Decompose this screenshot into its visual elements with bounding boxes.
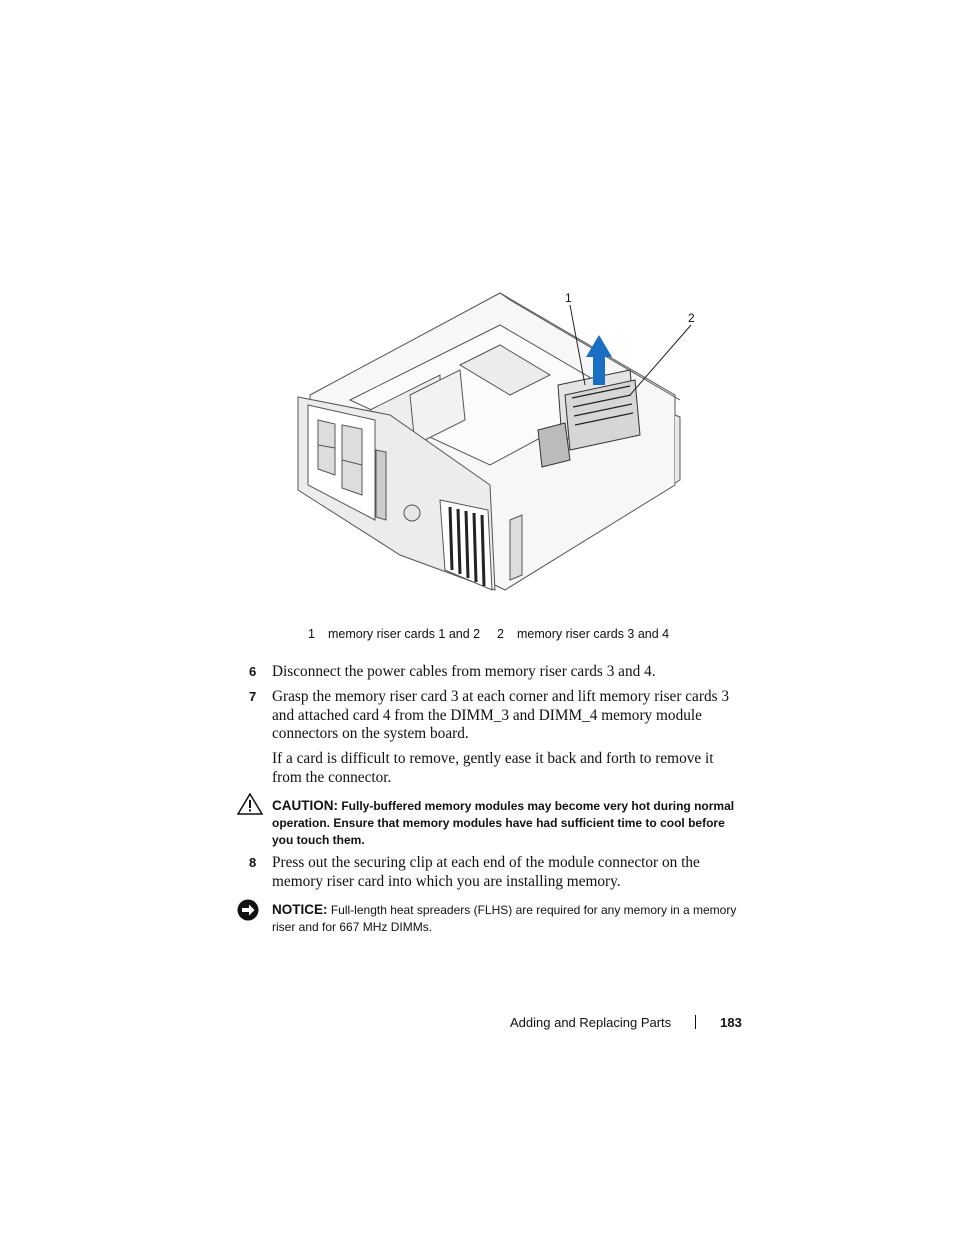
notice-label: NOTICE:	[272, 902, 328, 917]
figure-legend	[308, 627, 669, 641]
step-number: 8	[249, 855, 257, 870]
notice-icon	[236, 898, 260, 922]
footer-divider	[695, 1015, 696, 1029]
step-7-followup: If a card is difficult to remove, gently ease it back and forth to remove it from the connector.	[272, 750, 714, 786]
step-text: Disconnect the power cables from memory riser cards 3 and 4.	[272, 663, 656, 680]
notice-text	[272, 901, 744, 936]
notice-body: Full-length heat spreaders (FLHS) are required for any memory in a memory riser and for 667 MHz DIMMs.	[272, 903, 737, 934]
warning-triangle-icon	[236, 792, 264, 816]
legend-text-2: memory riser cards 3 and 4	[517, 627, 670, 641]
legend-text-1: memory riser cards 1 and 2	[328, 627, 481, 641]
chassis-illustration	[290, 285, 710, 605]
callout-2: 2	[688, 311, 695, 325]
step-text: Grasp the memory riser card 3 at each corner and lift memory riser cards 3 and attached card 4 from the DIMM_3 and DIMM_4 memory module connectors on the system board.	[272, 688, 730, 743]
step-number: 6	[249, 664, 257, 679]
caution-text	[272, 797, 744, 849]
caution-label: CAUTION:	[272, 798, 338, 813]
step-text: Press out the securing clip at each end of the module connector on the memory riser card into which you are installing memory.	[272, 854, 700, 890]
page-footer	[510, 1015, 742, 1030]
footer-section-title: Adding and Replacing Parts	[510, 1015, 672, 1030]
chassis-drawing	[290, 285, 710, 605]
legend-num-2: 2	[497, 627, 504, 641]
legend-num-1: 1	[308, 627, 315, 641]
caution-body: Fully-buffered memory modules may become very hot during normal operation. Ensure that memory modules have had sufficient time to cool before you touch them.	[272, 799, 735, 847]
page-number: 183	[720, 1015, 742, 1030]
callout-1: 1	[565, 291, 572, 305]
step-number: 7	[249, 689, 257, 704]
